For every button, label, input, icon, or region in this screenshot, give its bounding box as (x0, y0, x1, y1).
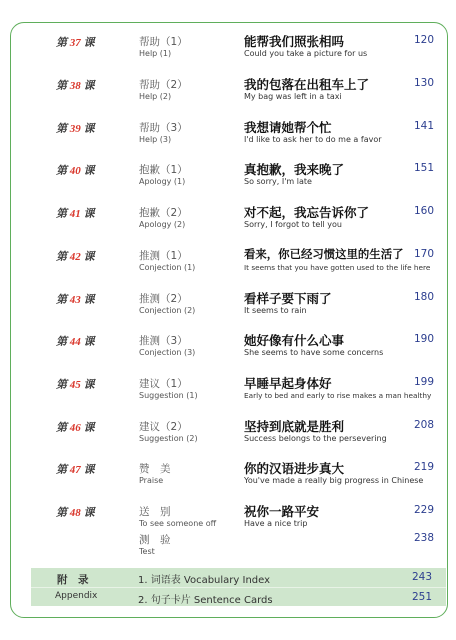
lesson-label: 第 42 课 (56, 251, 95, 263)
lesson-title-en: My bag was left in a taxi (244, 92, 342, 101)
page-number: 219 (413, 461, 434, 473)
topic-en: Apology (1) (139, 177, 186, 186)
page-number: 190 (413, 333, 434, 345)
lesson-title-zh: 早睡早起身体好 (244, 376, 332, 391)
lesson-label: 第 48 课 (56, 507, 95, 519)
topic-en: Help (3) (139, 135, 172, 144)
lesson-label: 第 47 课 (56, 464, 95, 476)
appendix-label-en: Appendix (55, 591, 98, 601)
topic-zh: 帮助（2） (139, 79, 188, 91)
lesson-title-zh: 坚持到底就是胜利 (244, 419, 345, 434)
topic-zh: 送 别 (139, 506, 171, 518)
topic-zh: 赞 美 (139, 463, 171, 475)
appendix-item: 2. 句子卡片 Sentence Cards (138, 595, 273, 606)
topic-zh: 帮助（3） (139, 122, 188, 134)
page-frame (10, 22, 448, 618)
lesson-label: 第 45 课 (56, 379, 95, 391)
topic-zh: 推测（3） (139, 335, 188, 347)
page-number: 238 (413, 532, 434, 544)
lesson-title-zh: 能帮我们照张相吗 (244, 34, 345, 49)
lesson-title-en: I'd like to ask her to do me a favor (244, 135, 382, 144)
topic-zh: 建议（2） (139, 421, 188, 433)
lesson-label: 第 43 课 (56, 294, 95, 306)
lesson-label: 第 39 课 (56, 123, 95, 135)
lesson-title-en: Early to bed and early to rise makes a man healthy (244, 391, 432, 400)
lesson-title-en: Could you take a picture for us (244, 49, 368, 58)
lesson-title-en: Have a nice trip (244, 519, 308, 528)
lesson-label: 第 38 课 (56, 80, 95, 92)
topic-en: To see someone off (139, 519, 217, 528)
page-number: 180 (413, 291, 434, 303)
lesson-title-zh: 我想请她帮个忙 (244, 120, 332, 135)
lesson-title-zh: 真抱歉，我来晚了 (244, 162, 345, 177)
appendix-row-vocabulary[interactable] (31, 568, 446, 587)
page-number: 243 (411, 571, 432, 583)
topic-en: Conjection (2) (139, 306, 196, 315)
appendix-band (31, 568, 446, 606)
topic-en: Apology (2) (139, 220, 186, 229)
lesson-title-en: Success belongs to the persevering (244, 434, 387, 443)
appendix-item: 1. 词语表 Vocabulary Index (138, 575, 271, 586)
lesson-label: 第 41 课 (56, 208, 95, 220)
lesson-title-zh: 对不起，我忘告诉你了 (244, 205, 370, 220)
lesson-title-en: It seems to rain (244, 306, 307, 315)
lesson-title-zh: 看样子要下雨了 (244, 291, 332, 306)
topic-zh: 抱歉（1） (139, 164, 188, 176)
lesson-title-en: So sorry, I'm late (244, 177, 312, 186)
lesson-label: 第 37 课 (56, 37, 95, 49)
topic-en: Conjection (1) (139, 263, 196, 272)
lesson-title-zh: 你的汉语进步真大 (244, 461, 345, 476)
appendix-row-sentence-cards[interactable] (31, 587, 446, 607)
lesson-title-en: You've made a really big progress in Chinese (244, 476, 424, 485)
lesson-title-zh: 她好像有什么心事 (244, 333, 345, 348)
page-number: 120 (413, 34, 434, 46)
page-number: 229 (413, 504, 434, 516)
topic-en: Conjection (3) (139, 348, 196, 357)
topic-zh: 建议（1） (139, 378, 188, 390)
lesson-title-en: It seems that you have gotten used to the life here (244, 263, 431, 272)
topic-zh: 推测（1） (139, 250, 188, 262)
lesson-label: 第 40 课 (56, 165, 95, 177)
lesson-title-en: Sorry, I forgot to tell you (244, 220, 342, 229)
page-number: 141 (413, 120, 434, 132)
page-number: 199 (413, 376, 434, 388)
lesson-title-zh: 看来，你已经习惯这里的生活了 (244, 247, 404, 261)
page-number: 160 (413, 205, 434, 217)
topic-zh: 推测（2） (139, 293, 188, 305)
topic-en: Suggestion (1) (139, 391, 198, 400)
topic-en: Help (2) (139, 92, 172, 101)
appendix-label-zh: 附 录 (57, 574, 89, 586)
topic-en: Suggestion (2) (139, 434, 198, 443)
lesson-title-zh: 我的包落在出租车上了 (244, 77, 370, 92)
topic-zh: 帮助（1） (139, 36, 188, 48)
topic-zh: 抱歉（2） (139, 207, 188, 219)
page-number: 151 (413, 162, 434, 174)
topic-en: Test (139, 547, 155, 556)
topic-en: Help (1) (139, 49, 172, 58)
topic-zh: 测 验 (139, 534, 171, 546)
topic-en: Praise (139, 476, 164, 485)
page-number: 208 (413, 419, 434, 431)
page-number: 251 (411, 591, 432, 603)
page-number: 130 (413, 77, 434, 89)
lesson-title-en: She seems to have some concerns (244, 348, 384, 357)
lesson-label: 第 46 课 (56, 422, 95, 434)
lesson-title-zh: 祝你一路平安 (244, 504, 320, 519)
page-number: 170 (413, 248, 434, 260)
lesson-label: 第 44 课 (56, 336, 95, 348)
